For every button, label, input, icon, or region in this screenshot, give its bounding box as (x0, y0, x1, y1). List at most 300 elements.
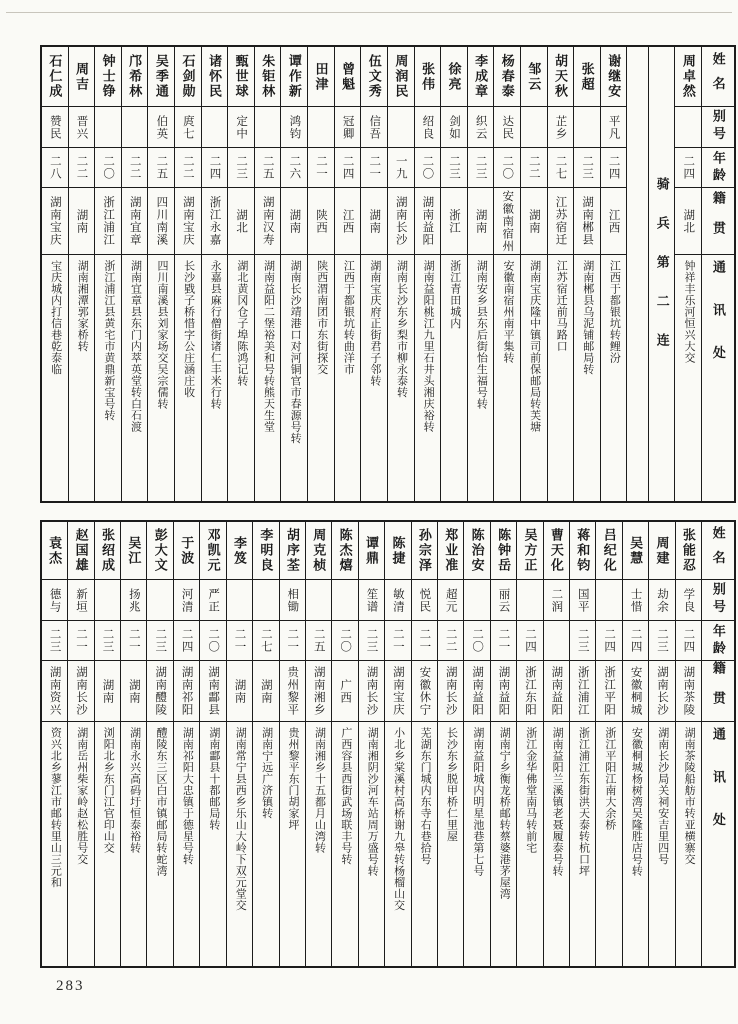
person-alias-text: 德与 (48, 587, 61, 613)
person-native (623, 661, 648, 722)
person-alias (517, 580, 542, 621)
person-alias-text: 敏清 (391, 587, 404, 613)
person-native-text: 浙江东阳 (523, 666, 536, 716)
person-alias-text: 二润 (550, 587, 563, 613)
person-age-text: 二二 (128, 155, 141, 180)
person-column (120, 522, 146, 966)
person-address (147, 722, 172, 966)
person-alias (147, 580, 172, 621)
person-alias (280, 580, 305, 621)
person-address (306, 722, 331, 966)
person-address-text: 湖南永兴高码圩恒泰裕转 (128, 727, 141, 854)
person-name-text: 李明良 (258, 528, 274, 573)
person-alias (175, 107, 201, 148)
person-age-text: 二一 (391, 628, 404, 653)
person-native-text: 湖南 (75, 208, 88, 234)
person-address-text: 江西于都银坑转鲤汾 (608, 260, 621, 364)
person-alias (332, 580, 357, 621)
person-name (361, 47, 387, 107)
person-age (42, 621, 67, 661)
person-native-text: 江西 (607, 208, 620, 234)
person-age-text: 二四 (341, 155, 354, 180)
person-age-text: 二〇 (471, 628, 484, 653)
person-column (360, 47, 387, 501)
person-name (95, 47, 121, 107)
person-alias (95, 107, 121, 148)
person-address (675, 255, 701, 501)
roster-table-bottom (40, 520, 736, 968)
header-native-text: 籍贯 (710, 191, 726, 251)
person-alias (494, 107, 520, 148)
person-column (440, 47, 467, 501)
person-address (441, 255, 467, 501)
person-name-text: 曾魁 (340, 61, 356, 92)
person-alias (385, 580, 410, 621)
person-age-text: 二三 (235, 155, 248, 180)
person-name (623, 522, 648, 580)
person-age (494, 148, 520, 188)
person-name-text: 朱钜林 (260, 54, 276, 99)
person-name-text: 张能忍 (680, 528, 696, 573)
person-alias (359, 580, 384, 621)
person-name-text: 邹云 (526, 61, 542, 92)
person-age (412, 621, 437, 661)
person-address-text: 浙江青田城内 (448, 260, 461, 329)
person-alias (202, 107, 228, 148)
person-address-text: 湖南长沙东乡梨市柳永泰转 (395, 260, 408, 398)
person-native-text: 湖南茶陵 (682, 666, 695, 716)
person-age-text: 二一 (286, 628, 299, 653)
person-name (147, 522, 172, 580)
person-native (491, 661, 516, 722)
page-number: 283 (56, 978, 85, 994)
person-column (387, 47, 414, 501)
person-age-text: 二三 (581, 155, 594, 180)
person-age (438, 621, 463, 661)
person-alias (464, 580, 489, 621)
person-age (308, 148, 334, 188)
person-address (174, 722, 199, 966)
person-age (227, 621, 252, 661)
person-native-text: 浙江永嘉 (208, 196, 221, 246)
person-column (411, 522, 437, 966)
person-name (42, 47, 68, 107)
person-native (253, 661, 278, 722)
person-alias-text: 鸿钧 (288, 114, 301, 140)
person-alias (122, 107, 148, 148)
person-name (280, 522, 305, 580)
person-native-text: 湖北 (682, 208, 695, 234)
person-age (95, 148, 121, 188)
person-age-text: 二〇 (421, 155, 434, 180)
person-name (385, 522, 410, 580)
person-address (464, 722, 489, 966)
person-alias-text: 严正 (207, 587, 220, 613)
person-alias (42, 107, 68, 148)
person-alias-text: 冠卿 (341, 114, 354, 140)
person-age (253, 621, 278, 661)
person-column (569, 522, 595, 966)
person-native-text: 湖南 (474, 208, 487, 234)
person-alias-text: 芷乡 (554, 114, 567, 140)
person-alias (335, 107, 361, 148)
header-alias (702, 107, 734, 148)
person-name (675, 47, 701, 107)
person-native-text: 湖南郴县 (581, 196, 594, 246)
person-address (68, 722, 93, 966)
person-age (517, 621, 542, 661)
person-address (361, 255, 387, 501)
person-address-text: 浙江浦江东街洪天泰转杭口坪 (577, 727, 590, 877)
person-age (175, 148, 201, 188)
person-column (254, 47, 281, 501)
person-address-text: 湖南益阳二堡裕美和号转熊天生堂 (262, 260, 275, 433)
person-native (596, 661, 621, 722)
person-address (548, 255, 574, 501)
person-name (281, 47, 307, 107)
header-address-text: 通讯处 (710, 727, 726, 856)
person-age-text: 二四 (607, 155, 620, 180)
person-age-text: 二一 (127, 628, 140, 653)
person-address-text: 湖南宝庆府正街君子邻转 (368, 260, 381, 387)
header-native-text: 籍贯 (710, 661, 726, 721)
person-name-text: 吴江 (126, 535, 142, 566)
person-address-text: 湖南岳州柴家岭赵松胜号交 (75, 727, 88, 865)
person-name-text: 李成章 (473, 54, 489, 99)
page-top-rule (6, 12, 732, 13)
person-alias (253, 580, 278, 621)
person-name (649, 522, 674, 580)
person-address-text: 四川南溪县刘家场交吴宗儒转 (156, 260, 169, 410)
person-native (68, 661, 93, 722)
person-address (202, 255, 228, 501)
person-native (385, 661, 410, 722)
person-name (255, 47, 281, 107)
person-column (622, 522, 648, 966)
person-address-text: 湖南宜章县东门内萃英堂转白石渡 (129, 260, 142, 433)
person-age-text: 二七 (259, 628, 272, 653)
person-age-text: 二三 (365, 628, 378, 653)
person-address-text: 湖南安乡县东后街怡生福号转 (475, 260, 488, 410)
person-address-text: 湖南茶陵船舫市转亚横寨交 (683, 727, 696, 865)
person-age-text: 二五 (312, 628, 325, 653)
person-native (308, 188, 334, 255)
person-alias-text: 晋兴 (75, 114, 88, 140)
header-age-text: 年龄 (710, 150, 726, 185)
person-native-text: 湖南长沙 (365, 666, 378, 716)
person-column (68, 47, 95, 501)
person-address (42, 722, 67, 966)
person-address (649, 722, 674, 966)
person-native (147, 661, 172, 722)
person-name-text: 赵国雄 (73, 528, 89, 573)
person-name (491, 522, 516, 580)
person-address-text: 安徽南宿州南平集转 (501, 260, 514, 364)
person-column (42, 47, 68, 501)
person-native (361, 188, 387, 255)
person-native-text: 湖南 (233, 678, 246, 704)
person-native (122, 188, 148, 255)
person-age-text: 二七 (554, 155, 567, 180)
person-name (306, 522, 331, 580)
person-address-text: 长沙戥子桥惜字公庄涵庄收 (182, 260, 195, 398)
person-address-text: 湖南常宁县西乡乐山大岭下双元堂交 (234, 727, 247, 911)
person-age-text: 二四 (180, 628, 193, 653)
person-alias (95, 580, 120, 621)
person-name (42, 522, 67, 580)
person-name (570, 522, 595, 580)
person-name-text: 邓凯元 (205, 528, 221, 573)
person-name (388, 47, 414, 107)
person-age-text: 二三 (48, 628, 61, 653)
person-name (412, 522, 437, 580)
person-address (95, 255, 121, 501)
person-age (228, 148, 254, 188)
person-alias (596, 580, 621, 621)
person-address-text: 浙江平阳江南大余桥 (603, 727, 616, 831)
person-name-text: 胡序荃 (284, 528, 300, 573)
person-column (334, 47, 361, 501)
person-age-text: 二三 (101, 628, 114, 653)
person-age-text: 二三 (154, 628, 167, 653)
person-age-text: 二二 (181, 155, 194, 180)
person-column (573, 47, 600, 501)
person-age-text: 二四 (603, 628, 616, 653)
person-native (228, 188, 254, 255)
person-address (253, 722, 278, 966)
person-native (174, 661, 199, 722)
person-native (227, 661, 252, 722)
person-address-text: 湖南长沙靖港口对河铜官市春源号转 (289, 260, 302, 444)
person-native (601, 188, 627, 255)
person-native (200, 661, 225, 722)
person-native-text: 江西 (341, 208, 354, 234)
person-name (517, 522, 542, 580)
person-address-text: 醴陵东三区白市镇邮局转蛇湾 (155, 727, 167, 877)
person-native-text: 贵州黎平 (286, 666, 299, 716)
person-address-text: 湖南湘阴沙河车站周万盛号转 (366, 727, 379, 877)
header-name (702, 47, 734, 107)
person-alias-text: 赞民 (48, 114, 61, 140)
person-native-text: 湖南长沙 (444, 666, 457, 716)
person-name-text: 陈钟岳 (496, 528, 512, 573)
person-address (521, 255, 547, 501)
person-native-text: 湖南宝庆 (181, 196, 194, 246)
person-native (494, 188, 520, 255)
person-native (255, 188, 281, 255)
header-native (702, 661, 734, 722)
person-native (359, 661, 384, 722)
person-alias (468, 107, 494, 148)
person-address-text: 贵州黎平东门胡家坪 (287, 727, 300, 831)
person-name-text: 伍文秀 (366, 54, 382, 99)
person-column (201, 47, 228, 501)
person-age-text: 二一 (75, 628, 88, 653)
person-native (42, 188, 68, 255)
person-age (623, 621, 648, 661)
person-native-text: 陕西 (314, 208, 327, 234)
person-name (202, 47, 228, 107)
header-address-text: 通讯处 (710, 260, 726, 389)
person-alias (228, 107, 254, 148)
person-column (414, 47, 441, 501)
person-alias-text: 学良 (682, 587, 695, 613)
person-native-text: 安徽南宿州 (501, 189, 514, 253)
person-alias-text: 平凡 (607, 114, 620, 140)
person-native-text: 湖南长沙 (75, 666, 88, 716)
person-native-text: 江苏宿迁 (554, 196, 567, 246)
person-name-text: 杨春泰 (499, 54, 515, 99)
person-name-text: 蒋和钧 (575, 528, 591, 573)
person-address (122, 255, 148, 501)
person-address (574, 255, 600, 501)
person-alias (42, 580, 67, 621)
person-alias-text: 扬兆 (127, 587, 140, 613)
person-alias-text: 庹七 (181, 114, 194, 140)
person-column (147, 47, 174, 501)
person-name-text: 陈治安 (469, 528, 485, 573)
person-column (252, 522, 278, 966)
person-age (68, 621, 93, 661)
person-name-text: 田津 (313, 61, 329, 92)
person-name-text: 张伟 (419, 61, 435, 92)
person-name-text: 陈捷 (390, 535, 406, 566)
person-alias-text: 国平 (576, 587, 589, 613)
person-column (547, 47, 574, 501)
header-alias-text: 别号 (710, 109, 726, 145)
person-native (441, 188, 467, 255)
person-age (388, 148, 414, 188)
person-native-text: 湖南湘乡 (312, 666, 325, 716)
person-native (175, 188, 201, 255)
person-alias (601, 107, 627, 148)
person-native-text: 湖南益阳 (471, 666, 484, 716)
person-alias (548, 107, 574, 148)
person-native (415, 188, 441, 255)
person-alias (68, 580, 93, 621)
person-native-text: 浙江浦江 (576, 666, 589, 716)
person-name-text: 周吉 (74, 61, 90, 92)
person-native-text: 湖南 (527, 208, 540, 234)
person-alias (438, 580, 463, 621)
person-name (438, 522, 463, 580)
person-name (544, 522, 569, 580)
person-address-text: 湖北黄冈仓子埠陈鸿记转 (235, 260, 248, 387)
person-alias (174, 580, 199, 621)
person-native (412, 661, 437, 722)
person-address (42, 255, 68, 501)
person-alias-text: 绍良 (421, 114, 434, 140)
person-address-text: 浏阳北乡东门江官印山交 (102, 727, 115, 854)
person-column (94, 47, 121, 501)
person-address (69, 255, 95, 501)
person-name-text: 曹天化 (548, 528, 564, 573)
person-name (332, 522, 357, 580)
person-native (548, 188, 574, 255)
person-address (468, 255, 494, 501)
person-alias (227, 580, 252, 621)
person-native-text: 湖南益阳 (550, 666, 563, 716)
person-age-text: 二三 (655, 628, 668, 653)
person-column (280, 47, 307, 501)
person-alias (388, 107, 414, 148)
person-age-text: 二三 (576, 628, 589, 653)
person-age (415, 148, 441, 188)
person-native (464, 661, 489, 722)
header-age (702, 621, 734, 661)
person-address (494, 255, 520, 501)
person-address (415, 255, 441, 501)
person-age-text: 二〇 (339, 628, 352, 653)
person-column (384, 522, 410, 966)
person-column (595, 522, 621, 966)
person-age (468, 148, 494, 188)
person-age-text: 二六 (288, 155, 301, 180)
person-address-text: 湖南宁远广济镇转 (260, 727, 273, 819)
person-alias (121, 580, 146, 621)
person-address (227, 722, 252, 966)
person-name (676, 522, 701, 580)
person-column (67, 522, 93, 966)
person-column (307, 47, 334, 501)
person-name (468, 47, 494, 107)
person-address (570, 722, 595, 966)
person-name-text: 吴慧 (628, 535, 644, 566)
person-alias (521, 107, 547, 148)
person-address (676, 722, 701, 966)
person-name-text: 于波 (179, 535, 195, 566)
header-age-text: 年龄 (710, 623, 726, 658)
person-native (148, 188, 174, 255)
person-alias (415, 107, 441, 148)
person-address (332, 722, 357, 966)
person-address (281, 255, 307, 501)
person-native (388, 188, 414, 255)
person-name (464, 522, 489, 580)
person-age-text: 二三 (474, 155, 487, 180)
person-column (493, 47, 520, 501)
person-column (173, 522, 199, 966)
person-address (438, 722, 463, 966)
person-address-text: 浙江金华佛堂南马转前宅 (524, 727, 537, 854)
person-age (174, 621, 199, 661)
header-name (702, 522, 734, 580)
person-column (520, 47, 547, 501)
person-column (543, 522, 569, 966)
header-column (701, 47, 734, 501)
person-age-text: 二一 (233, 628, 246, 653)
person-native-text: 湖南 (368, 208, 381, 234)
person-address (121, 722, 146, 966)
person-age-text: 二〇 (102, 155, 115, 180)
person-age (601, 148, 627, 188)
person-address-text: 湖南湘潭郭家桥转 (76, 260, 89, 352)
person-column (226, 522, 252, 966)
person-column (331, 522, 357, 966)
person-column (199, 522, 225, 966)
person-column (146, 522, 172, 966)
person-alias-text: 劫余 (655, 587, 668, 613)
person-name (69, 47, 95, 107)
section-label-text: 骑兵第二连 (654, 176, 670, 372)
person-age-text: 二〇 (501, 155, 514, 180)
person-address (517, 722, 542, 966)
person-name (148, 47, 174, 107)
person-column (463, 522, 489, 966)
person-column (94, 522, 120, 966)
person-native (675, 188, 701, 255)
roster-table-top (40, 45, 736, 503)
